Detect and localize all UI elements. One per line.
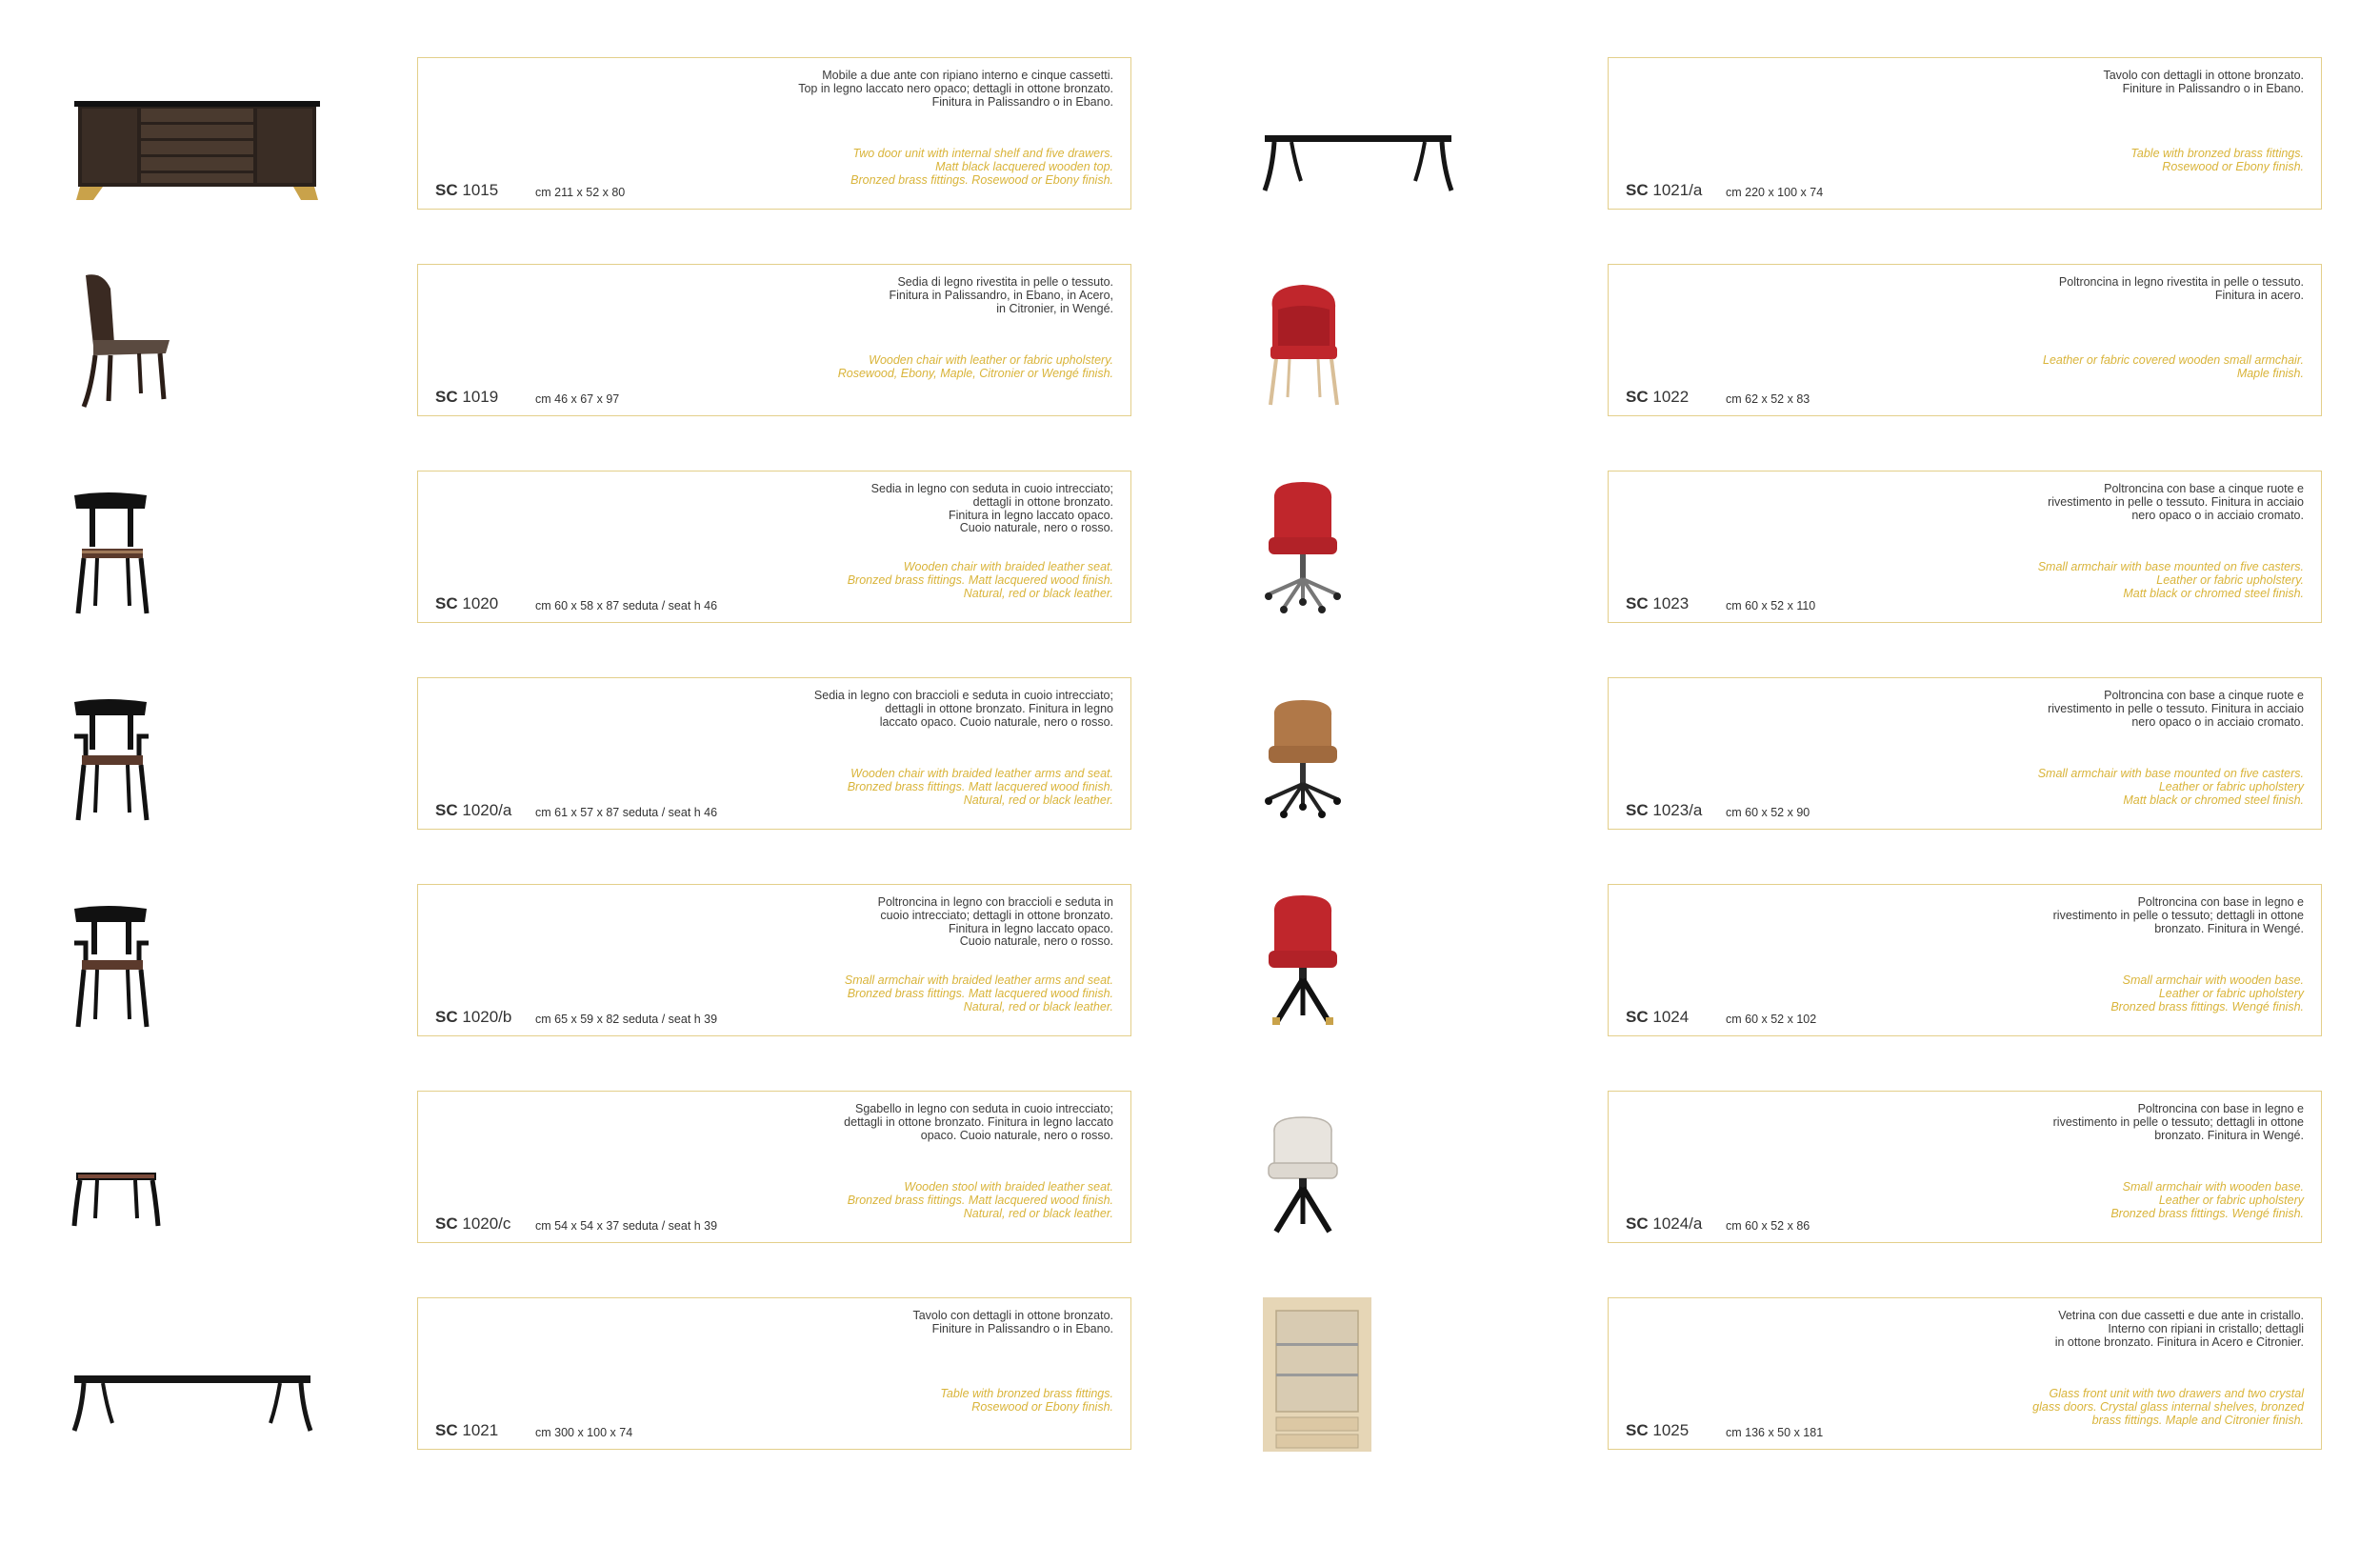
product-card: [417, 264, 1131, 416]
product-card: [1608, 471, 2322, 623]
product-entry: [65, 471, 1189, 625]
red-office-chair-image: [1255, 471, 1522, 625]
code-number: 1021: [462, 1421, 499, 1439]
product-code: [1626, 1214, 1702, 1234]
product-dimensions: cm 136 x 50 x 181: [1726, 1426, 1824, 1439]
product-card: [1608, 57, 2322, 210]
product-code: [435, 1214, 510, 1234]
code-number: 1022: [1652, 388, 1690, 406]
code-prefix: SC: [1626, 1214, 1649, 1233]
description-english: Two door unit with internal shelf and five drawers. Matt black lacquered wooden top. Bronzed brass fittings. Rosewood or Ebony finish.: [850, 147, 1113, 187]
product-card: [417, 1297, 1131, 1450]
product-dimensions: cm 61 x 57 x 87 seduta / seat h 46: [535, 806, 718, 819]
description-english: Table with bronzed brass fittings. Rosewood or Ebony finish.: [940, 1387, 1113, 1414]
description-english: Wooden chair with braided leather seat. Bronzed brass fittings. Matt lacquered wood finish. Natural, red or black leather.: [847, 560, 1113, 600]
code-prefix: SC: [1626, 801, 1649, 819]
description-italian: Poltroncina con base in legno e rivestimento in pelle o tessuto; dettagli in ottone bronzato. Finitura in Wengé.: [2052, 1102, 2304, 1142]
code-prefix: SC: [1626, 388, 1649, 406]
product-card: [417, 57, 1131, 210]
product-entry: [1255, 471, 2379, 625]
code-prefix: SC: [435, 388, 458, 406]
product-dimensions: cm 54 x 54 x 37 seduta / seat h 39: [535, 1219, 718, 1233]
product-entry: [65, 1297, 1189, 1452]
product-code: [435, 1008, 511, 1027]
code-number: 1025: [1652, 1421, 1690, 1439]
side-chair-image: [65, 264, 331, 418]
code-prefix: SC: [435, 1421, 458, 1439]
description-italian: Tavolo con dettagli in ottone bronzato. Finiture in Palissandro o in Ebano.: [912, 1309, 1113, 1335]
code-prefix: SC: [435, 181, 458, 199]
product-card: [417, 884, 1131, 1036]
code-prefix: SC: [1626, 1008, 1649, 1026]
product-code: [1626, 594, 1689, 613]
description-english: Glass front unit with two drawers and two crystal glass doors. Crystal glass internal shelves, bronzed brass fittings. Maple and Citronier finish.: [2032, 1387, 2304, 1427]
code-number: 1024: [1652, 1008, 1690, 1026]
product-card: [417, 471, 1131, 623]
product-dimensions: cm 62 x 52 x 83: [1726, 392, 1810, 406]
code-prefix: SC: [1626, 1421, 1649, 1439]
description-italian: Poltroncina con base a cinque ruote e rivestimento in pelle o tessuto. Finitura in acciaio nero opaco o in acciaio cromato.: [2048, 689, 2304, 729]
klismos-armchair-image: [65, 677, 331, 832]
description-english: Small armchair with wooden base. Leather or fabric upholstery Bronzed brass fittings. Wengé finish.: [2110, 973, 2304, 1013]
product-code: [435, 388, 498, 407]
product-entry: [65, 264, 1189, 418]
description-italian: Sedia di legno rivestita in pelle o tessuto. Finitura in Palissandro, in Ebano, in Acero, in Citronier, in Wengé.: [889, 275, 1113, 315]
product-entry: [65, 57, 1189, 211]
tan-office-chair-image: [1255, 677, 1522, 832]
code-prefix: SC: [1626, 594, 1649, 612]
product-code: [1626, 1008, 1689, 1027]
product-dimensions: cm 300 x 100 x 74: [535, 1426, 633, 1439]
product-dimensions: cm 211 x 52 x 80: [535, 186, 626, 199]
code-number: 1023/a: [1652, 801, 1703, 819]
description-italian: Tavolo con dettagli in ottone bronzato. Finiture in Palissandro o in Ebano.: [2103, 69, 2304, 95]
product-entry: [1255, 1091, 2379, 1245]
product-dimensions: cm 60 x 52 x 90: [1726, 806, 1810, 819]
code-number: 1015: [462, 181, 499, 199]
product-dimensions: cm 60 x 52 x 86: [1726, 1219, 1810, 1233]
description-italian: Sgabello in legno con seduta in cuoio intrecciato; dettagli in ottone bronzato. Finitura in legno laccato opaco. Cuoio naturale, nero o rosso.: [844, 1102, 1113, 1142]
description-italian: Sedia in legno con braccioli e seduta in cuoio intrecciato; dettagli in ottone bronzato. Finitura in legno laccato opaco. Cuoio naturale, nero o rosso.: [813, 689, 1113, 729]
description-italian: Poltroncina in legno con braccioli e seduta in cuoio intrecciato; dettagli in ottone bronzato. Finitura in legno laccato opaco. Cuoio naturale, nero o rosso.: [877, 895, 1113, 949]
description-english: Small armchair with base mounted on five casters. Leather or fabric upholstery. Matt black or chromed steel finish.: [2037, 560, 2304, 600]
code-number: 1020/c: [462, 1214, 511, 1233]
product-dimensions: cm 46 x 67 x 97: [535, 392, 620, 406]
product-code: [435, 181, 498, 200]
product-dimensions: cm 60 x 52 x 102: [1726, 1013, 1817, 1026]
description-english: Wooden stool with braided leather seat. Bronzed brass fittings. Matt lacquered wood finish. Natural, red or black leather.: [847, 1180, 1113, 1220]
description-english: Wooden chair with leather or fabric upholstery. Rosewood, Ebony, Maple, Citronier or Wengé finish.: [837, 353, 1113, 380]
product-code: [1626, 1421, 1689, 1440]
product-card: [1608, 1091, 2322, 1243]
description-english: Wooden chair with braided leather arms and seat. Bronzed brass fittings. Matt lacquered wood finish. Natural, red or black leather.: [847, 767, 1113, 807]
table-image: [1255, 57, 1522, 211]
product-entry: [1255, 1297, 2379, 1452]
product-card: [1608, 677, 2322, 830]
klismos-chair-image: [65, 471, 331, 625]
code-prefix: SC: [1626, 181, 1649, 199]
product-dimensions: cm 65 x 59 x 82 seduta / seat h 39: [535, 1013, 718, 1026]
code-number: 1020: [462, 594, 499, 612]
product-entry: [65, 1091, 1189, 1245]
code-number: 1019: [462, 388, 499, 406]
left-column: [65, 57, 1189, 1504]
product-dimensions: cm 220 x 100 x 74: [1726, 186, 1824, 199]
description-english: Leather or fabric covered wooden small armchair. Maple finish.: [2043, 353, 2304, 380]
product-card: [417, 677, 1131, 830]
product-entry: [65, 884, 1189, 1038]
code-number: 1020/b: [462, 1008, 512, 1026]
right-column: [1255, 57, 2379, 1504]
description-italian: Mobile a due ante con ripiano interno e cinque cassetti. Top in legno laccato nero opaco; dettagli in ottone bronzato. Finitura in Palissandro o in Ebano.: [798, 69, 1113, 109]
product-entry: [1255, 677, 2379, 832]
vitrine-image: [1255, 1297, 1522, 1452]
red-swivel-chair-image: [1255, 884, 1522, 1038]
code-number: 1020/a: [462, 801, 512, 819]
product-card: [1608, 264, 2322, 416]
description-italian: Vetrina con due cassetti e due ante in cristallo. Interno con ripiani in cristallo; dettagli in ottone bronzato. Finitura in Acero e Citronier.: [2054, 1309, 2304, 1349]
long-table-image: [65, 1297, 331, 1452]
product-code: [435, 801, 511, 820]
sideboard-image: [65, 57, 331, 211]
red-armchair-image: [1255, 264, 1522, 418]
description-english: Table with bronzed brass fittings. Rosewood or Ebony finish.: [2130, 147, 2304, 173]
product-entry: [1255, 884, 2379, 1038]
description-italian: Poltroncina con base in legno e rivestimento in pelle o tessuto; dettagli in ottone bronzato. Finitura in Wengé.: [2052, 895, 2304, 935]
klismos-small-armchair-image: [65, 884, 331, 1038]
product-code: [435, 1421, 498, 1440]
product-dimensions: cm 60 x 58 x 87 seduta / seat h 46: [535, 599, 718, 612]
code-prefix: SC: [435, 1008, 458, 1026]
description-italian: Poltroncina in legno rivestita in pelle o tessuto. Finitura in acero.: [2058, 275, 2304, 302]
product-entry: [1255, 57, 2379, 211]
product-card: [417, 1091, 1131, 1243]
product-card: [1608, 884, 2322, 1036]
product-code: [1626, 181, 1702, 200]
description-english: Small armchair with wooden base. Leather or fabric upholstery Bronzed brass fittings. Wengé finish.: [2110, 1180, 2304, 1220]
product-entry: [1255, 264, 2379, 418]
code-prefix: SC: [435, 594, 458, 612]
description-italian: Poltroncina con base a cinque ruote e rivestimento in pelle o tessuto. Finitura in acciaio nero opaco o in acciaio cromato.: [2048, 482, 2304, 522]
description-english: Small armchair with base mounted on five casters. Leather or fabric upholstery Matt black or chromed steel finish.: [2037, 767, 2304, 807]
product-card: [1608, 1297, 2322, 1450]
code-number: 1023: [1652, 594, 1690, 612]
product-entry: [65, 677, 1189, 832]
code-number: 1021/a: [1652, 181, 1703, 199]
product-code: [1626, 801, 1702, 820]
white-swivel-chair-image: [1255, 1091, 1522, 1245]
product-code: [1626, 388, 1689, 407]
product-dimensions: cm 60 x 52 x 110: [1726, 599, 1816, 612]
code-number: 1024/a: [1652, 1214, 1703, 1233]
description-english: Small armchair with braided leather arms and seat. Bronzed brass fittings. Matt lacquered wood finish. Natural, red or black leather.: [844, 973, 1113, 1013]
description-italian: Sedia in legno con seduta in cuoio intrecciato; dettagli in ottone bronzato. Finitura in legno laccato opaco. Cuoio naturale, nero o rosso.: [870, 482, 1113, 535]
code-prefix: SC: [435, 1214, 458, 1233]
product-code: [435, 594, 498, 613]
stool-image: [65, 1091, 331, 1245]
code-prefix: SC: [435, 801, 458, 819]
